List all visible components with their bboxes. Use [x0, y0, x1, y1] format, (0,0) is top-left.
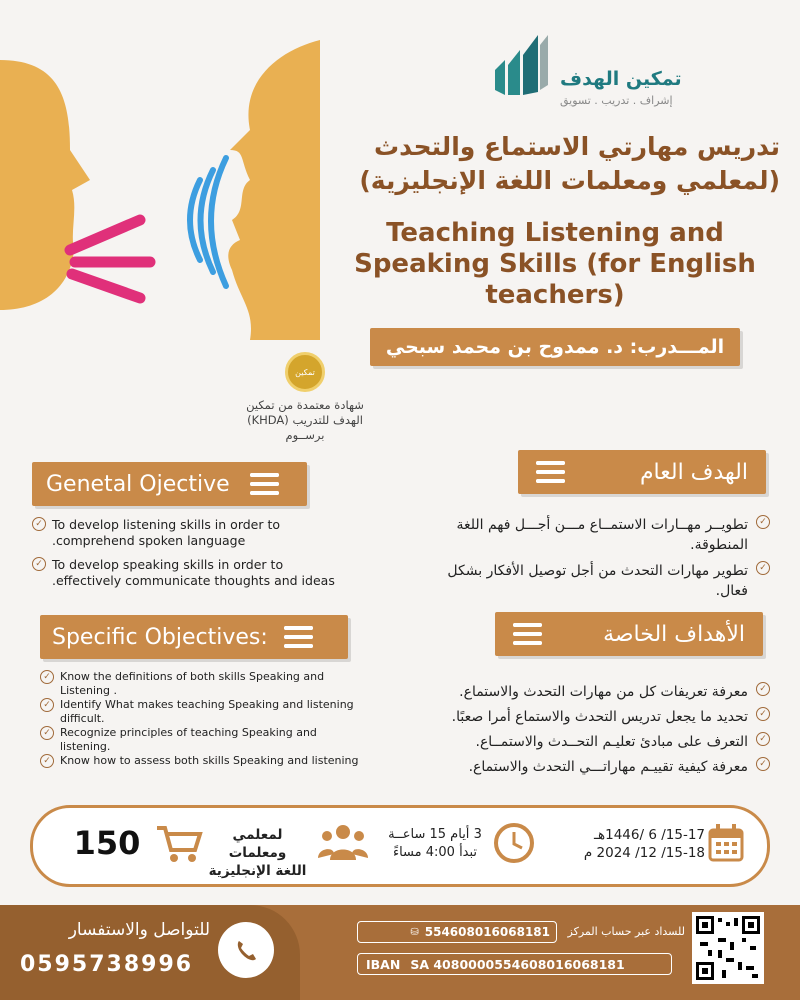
people-icon: [318, 822, 368, 862]
list-item: [398, 732, 770, 752]
item-line: معرفة كيفية تقييـم مهاراتـــي التحدث والاستماع.: [468, 759, 748, 775]
general-list-en: [32, 517, 372, 589]
list-item: [398, 682, 770, 702]
check-icon: ✓: [32, 557, 46, 571]
item-line: المنطوقة.: [690, 537, 748, 553]
list-icon: [250, 473, 279, 495]
general-heading-ar-label: الهدف العام: [639, 459, 748, 485]
logo-name: تمكين الهدف: [560, 68, 682, 90]
item-line: Listening .: [60, 684, 117, 697]
iban-box: [357, 953, 672, 975]
item-line: listening.: [60, 740, 111, 753]
account-number[interactable]: 554608016068181: [424, 925, 550, 939]
title-en-line1: Teaching Listening and: [386, 218, 724, 248]
check-icon: ✓: [756, 682, 770, 696]
item-line: To develop speaking skills in order to: [52, 557, 284, 572]
bank-icon: ⛁: [410, 926, 419, 938]
item-line: .effectively communicate thoughts and ideas: [52, 573, 335, 588]
check-icon: ✓: [40, 698, 54, 712]
cart-icon: [155, 822, 203, 864]
list-item: [40, 726, 390, 754]
list-item: [398, 707, 770, 727]
qr-code[interactable]: [692, 912, 764, 984]
item-line: To develop listening skills in order to: [52, 517, 281, 532]
date-hijri: 15-17/ 6 /1446هـ: [594, 827, 705, 843]
pay-label: للسداد عبر حساب المركز: [567, 925, 685, 938]
check-icon: ✓: [756, 707, 770, 721]
title-en: [320, 218, 790, 311]
item-line: difficult.: [60, 712, 105, 725]
title-ar-line1: تدريس مهارتي الاستماع والتحدث: [374, 132, 780, 161]
whatsapp-icon[interactable]: [218, 922, 274, 978]
title-en-line3: teachers): [485, 280, 625, 310]
item-line: Know the definitions of both skills Speaking and: [60, 670, 325, 683]
listening-face: [228, 40, 320, 340]
certificate-seal: تمكين: [285, 352, 325, 392]
title-ar-line2: (لمعلمي ومعلمات اللغة الإنجليزية): [359, 166, 780, 195]
check-icon: ✓: [756, 515, 770, 529]
list-item: [405, 515, 770, 555]
contact-label: للتواصل والاستفسار: [68, 920, 210, 940]
clock-icon: [493, 822, 535, 864]
list-item: [405, 561, 770, 601]
specific-heading-en: [40, 615, 348, 659]
price: 150: [62, 818, 152, 868]
check-icon: ✓: [40, 726, 54, 740]
logo-mark: [490, 30, 550, 100]
item-line: فعال.: [715, 583, 748, 599]
check-icon: ✓: [756, 757, 770, 771]
trainer-banner: المـــدرب: د. ممدوح بن محمد سبحي: [370, 328, 740, 366]
list-item: [40, 754, 390, 768]
audience-line1: لمعلمي ومعلمات: [228, 827, 287, 861]
specific-heading-ar: [495, 612, 763, 656]
list-icon: [536, 461, 565, 483]
item-line: تحديد ما يجعل تدريس التحدث والاستماع أمرا صعبًا.: [451, 709, 748, 725]
certificate-line3: برســوم: [285, 428, 325, 442]
specific-list-en: [40, 670, 390, 768]
item-line: معرفة تعريفات كل من مهارات التحدث والاستماع.: [459, 684, 748, 700]
list-item: [40, 670, 390, 698]
audience-line2: اللغة الإنجليزية: [208, 863, 307, 879]
list-icon: [284, 626, 313, 648]
item-line: Know how to assess both skills Speaking and listening: [60, 754, 359, 767]
list-item: [398, 757, 770, 777]
general-heading-en: [32, 462, 307, 506]
audience: [205, 826, 310, 880]
certificate-line2: الهدف للتدريب (KHDA): [247, 413, 363, 427]
date-gregorian: 15-18/ 12/ 2024 م: [583, 845, 705, 861]
calendar-icon: [708, 824, 744, 862]
sound-waves: [190, 158, 226, 286]
general-heading-en-label: Genetal Ojective: [46, 471, 230, 497]
specific-list-ar: [398, 682, 770, 777]
check-icon: ✓: [756, 732, 770, 746]
item-line: Identify What makes teaching Speaking and listening: [60, 698, 354, 711]
check-icon: ✓: [40, 754, 54, 768]
qr-code-image: [696, 916, 760, 980]
list-item: [32, 517, 372, 549]
certificate-line1: شهادة معتمدة من تمكين: [246, 398, 364, 412]
general-heading-ar: [518, 450, 766, 494]
item-line: تطويــر مهــارات الاستمــاع مـــن أجـــل فهم اللغة: [456, 517, 748, 533]
phone-number[interactable]: 0595738996: [20, 952, 194, 977]
account-box: [357, 921, 557, 943]
item-line: Recognize principles of teaching Speaking and: [60, 726, 317, 739]
item-line: .comprehend spoken language: [52, 533, 246, 548]
item-line: التعرف على مبادئ تعليـم التحــدث والاستمــاع.: [475, 734, 748, 750]
check-icon: ✓: [32, 517, 46, 531]
list-icon: [513, 623, 542, 645]
certificate-text: [220, 398, 390, 443]
title-en-line2: Speaking Skills (for English: [354, 249, 756, 279]
faces-illustration: [0, 40, 320, 340]
specific-heading-ar-label: الأهداف الخاصة: [603, 621, 745, 647]
check-icon: ✓: [40, 670, 54, 684]
iban-label: IBAN: [366, 956, 401, 972]
check-icon: ✓: [756, 561, 770, 575]
duration-line2: تبدأ 4:00 مساءً: [392, 845, 478, 860]
general-list-ar: [405, 515, 770, 601]
list-item: [40, 698, 390, 726]
specific-heading-en-label: Specific Objectives:: [52, 624, 268, 650]
duration: [375, 826, 495, 862]
item-line: تطوير مهارات التحدث من أجل توصيل الأفكار بشكل: [447, 563, 748, 579]
speech-lines: [70, 220, 150, 298]
title-ar: [330, 130, 780, 198]
iban-number[interactable]: SA 4080000554608016068181: [410, 956, 625, 972]
duration-line1: 3 أيام 15 ساعــة: [388, 827, 482, 842]
dates: [545, 826, 705, 862]
logo-tagline: إشراف . تدريب . تسويق: [560, 94, 673, 107]
list-item: [32, 557, 372, 589]
